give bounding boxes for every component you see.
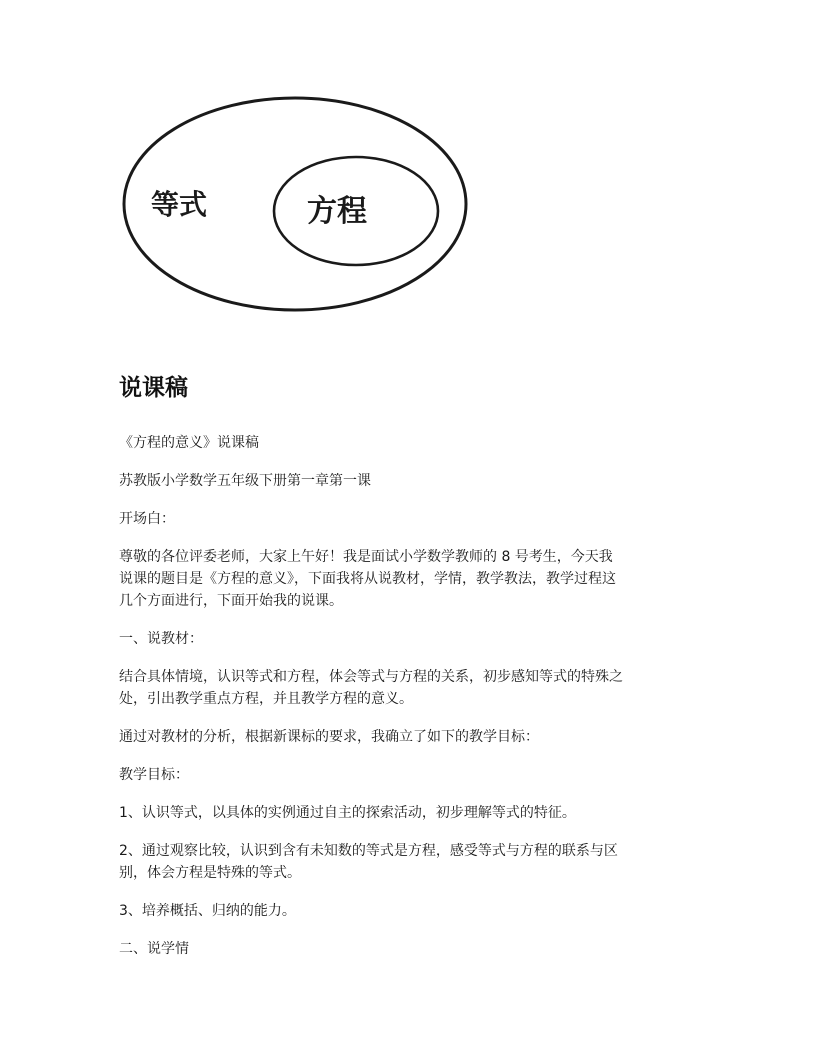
document-heading: 说课稿 — [119, 375, 188, 401]
paragraph-line: 一、说教材： — [119, 631, 203, 647]
paragraph-line: 1、认识等式，以具体的实例通过自主的探索活动，初步理解等式的特征。 — [119, 805, 576, 821]
paragraph — [119, 508, 709, 530]
paragraph-list — [119, 432, 709, 960]
paragraph — [119, 840, 709, 884]
paragraph — [119, 726, 709, 748]
paragraph-line: 3、培养概括、归纳的能力。 — [119, 903, 296, 919]
venn-diagram — [115, 88, 475, 320]
paragraph-line: 说课的题目是《方程的意义》，下面我将从说教材，学情，教学教法，教学过程这 — [119, 571, 616, 587]
paragraph — [119, 546, 709, 612]
paragraph — [119, 470, 709, 492]
paragraph-line: 通过对教材的分析，根据新课标的要求，我确立了如下的教学目标： — [119, 729, 539, 745]
document-content — [119, 372, 709, 976]
paragraph-line: 二、说学情 — [119, 941, 189, 957]
paragraph — [119, 666, 709, 710]
paragraph — [119, 432, 709, 454]
paragraph — [119, 764, 709, 786]
paragraph-line: 处，引出教学重点方程，并且教学方程的意义。 — [119, 691, 413, 707]
paragraph-line: 结合具体情境，认识等式和方程，体会等式与方程的关系，初步感知等式的特殊之 — [119, 669, 623, 685]
paragraph — [119, 900, 709, 922]
paragraph — [119, 938, 709, 960]
paragraph-line: 尊敬的各位评委老师，大家上午好！我是面试小学数学教师的 8 号考生，今天我 — [119, 549, 613, 565]
paragraph-line: 几个方面进行，下面开始我的说课。 — [119, 593, 343, 609]
paragraph-line: 开场白： — [119, 511, 175, 527]
venn-diagram-svg — [115, 88, 475, 320]
paragraph-line: 教学目标： — [119, 767, 189, 783]
paragraph — [119, 802, 709, 824]
outer-label: 等式 — [151, 188, 208, 221]
paragraph-line: 2、通过观察比较，认识到含有未知数的等式是方程，感受等式与方程的联系与区 — [119, 843, 618, 859]
paragraph-line: 苏教版小学数学五年级下册第一章第一课 — [119, 473, 371, 489]
inner-label: 方程 — [307, 194, 367, 229]
paragraph-line: 别，体会方程是特殊的等式。 — [119, 865, 301, 881]
paragraph-line: 《方程的意义》说课稿 — [119, 435, 259, 451]
paragraph — [119, 628, 709, 650]
